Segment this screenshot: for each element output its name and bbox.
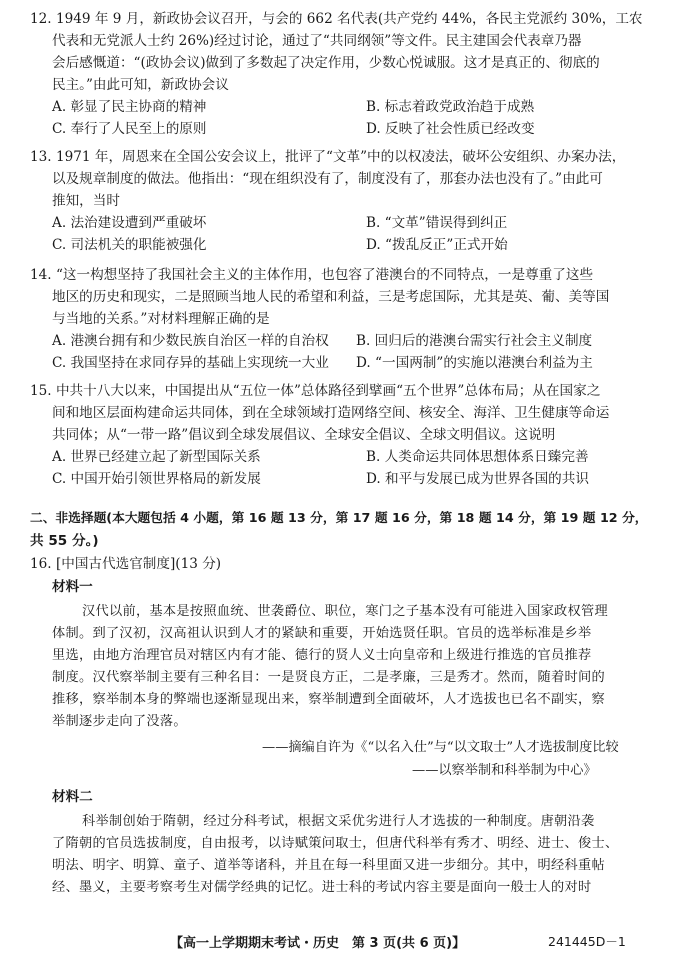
q12-option-d: D. 反映了社会性质已经改变 [366, 121, 535, 137]
material-2-line-3: 明法、明字、明算、童子、道举等诸科，并且在每一科里面又进一步细分。其中，明经科重帖 [52, 858, 605, 873]
material-1-line-4: 制度。汉代察举制主要有三种名目：一是贤良方正，二是孝廉，三是秀才。然而，随着时间的 [52, 670, 605, 685]
material-2-line-1: 科举制创始于隋朝，经过分科考试，根据文采优劣进行人才选拔的一种制度。唐朝沿袭 [82, 814, 595, 829]
q12-line-3: 会后感慨道：“(政协会议)做到了多数起了决定作用，少数心悦诚服。这才是真正的、彻底的 [52, 55, 600, 71]
q12-option-b: B. 标志着政党政治趋于成熟 [366, 99, 535, 115]
q13-option-c: C. 司法机关的职能被强化 [52, 237, 207, 253]
q14-line-1: 14. “这一构想坚持了我国社会主义的主体作用，也包容了港澳台的不同特点，一是尊重了这些 [30, 267, 594, 283]
q15-line-2: 间和地区层面构建命运共同体，到在全球领域打造网络空间、核安全、海洋、卫生健康等命运 [52, 405, 610, 421]
q15-line-1: 15. 中共十八大以来，中国提出从“五位一体”总体路径到擘画“五个世界”总体布局；从在国家之 [30, 383, 601, 399]
paper-code: 241445D－1 [548, 934, 626, 949]
section-2-heading: 二、非选择题(本大题包括 4 小题，第 16 题 13 分，第 17 题 16 分，第 18 题 14 分，第 19 题 12 分， [30, 511, 648, 526]
q14-option-c: C. 我国坚持在求同存异的基础上实现统一大业 [52, 355, 329, 371]
q14-line-3: 与当地的关系。”对材料理解正确的是 [52, 311, 270, 327]
q15-line-3: 共同体；从“一带一路”倡议到全球发展倡议、全球安全倡议、全球文明倡议。这说明 [52, 427, 556, 443]
page-footer: 【高一上学期期末考试・历史 第 3 页(共 6 页)】 [170, 936, 466, 951]
material-1-title: 材料一 [52, 579, 93, 595]
q15-option-c: C. 中国开始引领世界格局的新发展 [52, 471, 261, 487]
material-1-source: ——摘编自许为《“以名入仕”与“以文取士”人才选拔制度比较 [262, 740, 619, 755]
q15-option-d: D. 和平与发展已成为世界各国的共识 [366, 471, 589, 487]
q12-line-2: 代表和无党派人士约 26%)经过讨论，通过了“共同纲领”等文件。民主建国会代表章乃器 [52, 33, 582, 49]
material-1-line-1: 汉代以前，基本是按照血统、世袭爵位、职位，寒门之子基本没有可能进入国家政权管理 [82, 604, 609, 619]
q15-option-b: B. 人类命运共同体思想体系日臻完善 [366, 449, 589, 465]
q13-option-b: B. “文革”错误得到纠正 [366, 215, 508, 231]
q12-line-4: 民主。”由此可知，新政协会议 [52, 77, 229, 93]
material-2-line-2: 了隋朝的官员选拔制度，自由报考，以诗赋策问取士，但唐代科举有秀才、明经、进士、俊士、 [52, 836, 619, 851]
q15-option-a: A. 世界已经建立起了新型国际关系 [52, 449, 261, 465]
q14-option-b: B. 回归后的港澳台需实行社会主义制度 [356, 333, 593, 349]
material-1-line-6: 举制逐步走向了没落。 [52, 714, 187, 729]
q12-option-a: A. 彰显了民主协商的精神 [52, 99, 207, 115]
material-2-line-4: 经、墨义，主要考察考生对儒学经典的记忆。进士科的考试内容主要是面向一般士人的对时 [52, 880, 592, 895]
q13-line-1: 13. 1971 年，周恩来在全国公安会议上，批评了“文革”中的以权凌法，破坏公安组织、办案办法， [30, 149, 626, 165]
q13-line-3: 推知，当时 [52, 193, 120, 209]
material-1-line-3: 里选，由地方治理官员对辖区内有才能、德行的贤人义士向皇帝和上级进行推选的官员推荐 [52, 648, 592, 663]
q12-option-c: C. 奉行了人民至上的原则 [52, 121, 207, 137]
material-1-line-5: 推移，察举制本身的弊端也逐渐显现出来，察举制遭到全面破坏，人才选拔也已名不副实，察 [52, 692, 605, 707]
q13-line-2: 以及规章制度的做法。他指出：“现在组织没有了，制度没有了，那套办法也没有了。”由此可 [52, 171, 603, 187]
q13-option-d: D. “拨乱反正”正式开始 [366, 237, 508, 253]
material-1-line-2: 体制。到了汉初，汉高祖认识到人才的紧缺和重要，开始选贤任职。官员的选举标准是乡举 [52, 626, 592, 641]
material-1-source-cont: ——以察举制和科举制为中心》 [412, 763, 597, 778]
q16-title: 16. [中国古代选官制度](13 分) [30, 556, 222, 572]
section-2-heading-cont: 共 55 分。) [30, 533, 99, 549]
q12-line-1: 12. 1949 年 9 月，新政协会议召开，与会的 662 名代表(共产党约 44%，各民主党派约 30%，工农 [30, 11, 643, 27]
q14-line-2: 地区的历史和现实，二是照顾当地人民的希望和利益，三是考虑国际，尤其是英、葡、美等国 [52, 289, 610, 305]
q14-option-d: D. “一国两制”的实施以港澳台利益为主 [356, 355, 593, 371]
q13-option-a: A. 法治建设遭到严重破坏 [52, 215, 207, 231]
q14-option-a: A. 港澳台拥有和少数民族自治区一样的自治权 [52, 333, 329, 349]
material-2-title: 材料二 [52, 789, 93, 805]
